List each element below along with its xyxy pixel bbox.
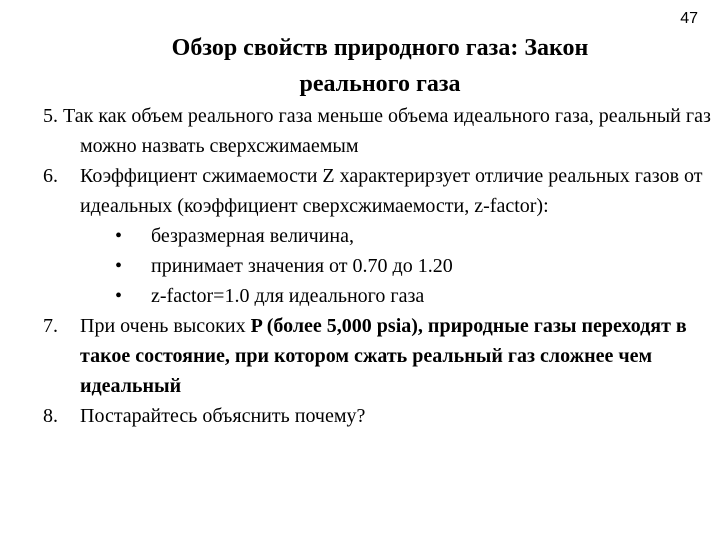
bullet-item <box>43 221 713 251</box>
list-item-8-number: 8. <box>43 405 58 427</box>
slide-title <box>0 30 720 102</box>
list-item-6 <box>43 161 713 221</box>
list-item-7 <box>43 311 713 401</box>
bullet-text: принимает значения от 0.70 до 1.20 <box>151 255 453 277</box>
title-line-2: реального газа <box>299 71 461 97</box>
list-item-8 <box>43 401 713 431</box>
list-item-5 <box>43 101 713 161</box>
bullet-item <box>43 251 713 281</box>
bullet-dot: • <box>115 285 123 307</box>
slide-number: 47 <box>680 10 698 27</box>
list-item-7-bold-text: P (более 5,000 psia), природные газы переходят в такое состояние, при котором сжать реальный газ сложнее чем идеальный <box>80 315 687 397</box>
list-item-8-text: Постарайтесь объяснить почему? <box>80 405 366 427</box>
bullet-dot: • <box>115 225 123 247</box>
list-item-6-text: Коэффициент сжимаемости Z характерирзует отличие реальных газов от идеальных (коэффициент сверхсжимаемости, z-factor): <box>80 165 703 217</box>
bullet-item <box>43 281 713 311</box>
list-item-7-text: При очень высоких <box>80 315 251 337</box>
bullet-text: z-factor=1.0 для идеального газа <box>151 285 425 307</box>
title-line-1: Обзор свойств природного газа: Закон <box>171 35 589 61</box>
bullet-text: безразмерная величина, <box>151 225 354 247</box>
list-item-7-number: 7. <box>43 315 58 337</box>
slide-body <box>43 101 713 431</box>
list-item-6-number: 6. <box>43 165 58 187</box>
bullet-dot: • <box>115 255 123 277</box>
list-item-5-text: 5. Так как объем реального газа меньше объема идеального газа, реальный газ можно назвать сверхсжимаемым <box>43 105 711 157</box>
